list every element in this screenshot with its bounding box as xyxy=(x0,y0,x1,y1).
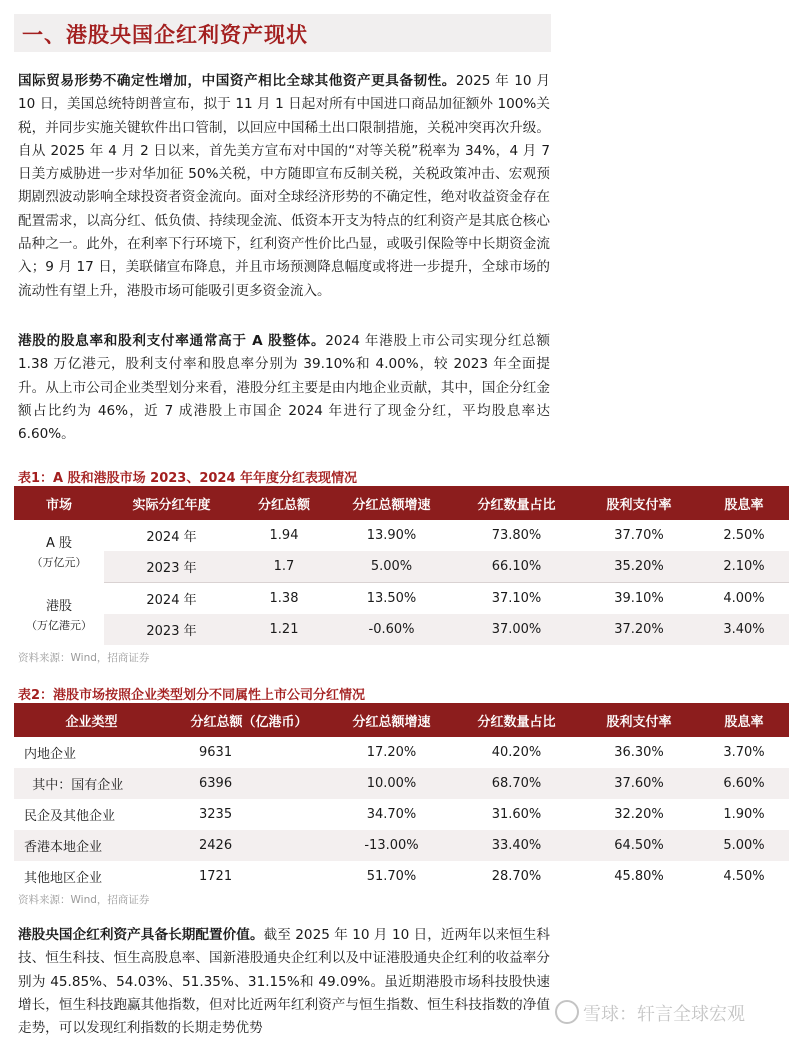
table-cell: 3.70% xyxy=(723,745,765,760)
table-cell: 37.60% xyxy=(579,768,699,799)
table2-source: 资料来源：Wind，招商证券 xyxy=(18,894,150,906)
table-cell: 1.7 xyxy=(239,551,329,583)
table-cell: 内地企业 xyxy=(24,747,77,762)
table1-header-market: 市场 xyxy=(14,486,104,520)
table-cell: 2023 年 xyxy=(104,551,239,583)
table2 xyxy=(14,703,789,892)
table2-header-row xyxy=(14,703,789,737)
table-cell: 4.00% xyxy=(723,591,765,606)
table-row xyxy=(14,737,789,768)
table1-header-year: 实际分红年度 xyxy=(104,486,239,520)
table1-header-row xyxy=(14,486,789,520)
table-row xyxy=(14,520,789,551)
table-row xyxy=(14,583,789,615)
table-cell: 66.10% xyxy=(454,551,579,583)
market-unit: （万亿港元） xyxy=(26,618,92,632)
table-cell: 1.94 xyxy=(269,528,299,543)
watermark xyxy=(555,1000,745,1026)
paragraph-body: 2025 年 10 月 10 日，美国总统特朗普宣布，拟于 11 月 1 日起对所有中国进口商品加征额外 100%关税，并同步实施关键软件出口管制，以回应中国稀土出口限制措施，关税冲突再次升级。自从 2025 年 4 月 2 日以来，首先美方宣布对中国的“对等关税”税率为 34%，4 月 7 日美方威胁进一步对华加征 50%关税，中方随即宣布反制关税，关税政策冲击、宏观预期剧烈波动影响全球投资者资金流向。面对全球经济形势的不确定性，绝对收益资金存在配置需求，以高分红、低负债、持续现金流、低资本开支为特点的红利资产是其底仓核心品种之一。此外，在利率下行环境下，红利资产性价比凸显，或吸引保险等中长期资金流入；9 月 17 日，美联储宣布降息，并且市场预测降息幅度或将进一步提升，全球市场的流动性有望上升，港股市场可能吸引更多资金流入。 xyxy=(18,73,551,299)
table-cell: 35.20% xyxy=(579,551,699,583)
watermark-text: 雪球：轩言全球宏观 xyxy=(583,1004,745,1025)
snowball-logo-icon xyxy=(555,1000,579,1024)
table-cell: 73.80% xyxy=(491,528,542,543)
section-header xyxy=(14,14,551,52)
table1-header-total: 分红总额 xyxy=(239,486,329,520)
table-cell: 6396 xyxy=(169,768,329,799)
table1-source: 资料来源：Wind，招商证券 xyxy=(18,652,150,664)
table-cell: 2426 xyxy=(169,830,329,861)
table-cell: 28.70% xyxy=(491,869,542,884)
table-cell: 民企及其他企业 xyxy=(24,809,116,824)
table-cell: 2024 年 xyxy=(146,593,197,608)
table-cell: 45.80% xyxy=(614,869,664,884)
table-cell: 40.20% xyxy=(491,745,542,760)
table-cell: 39.10% xyxy=(614,591,664,606)
table-cell: 32.20% xyxy=(614,807,664,822)
table1-header-payout: 股利支付率 xyxy=(579,486,699,520)
table-cell: 1.90% xyxy=(723,807,765,822)
paragraph-body: 2024 年港股上市公司实现分红总额 1.38 万亿港元，股利支付率和股息率分别为 39.10%和 4.00%，较 2023 年全面提升。从上市公司企业类型划分来看，港股分红主要是由内地企业贡献，其中，国企分红金额占比约为 46%，近 7 成港股上市国企 2024 年进行了现金分红，平均股息率达 6.60%。 xyxy=(18,333,550,443)
table2-header-type: 企业类型 xyxy=(14,703,169,737)
table-cell: 37.20% xyxy=(579,614,699,645)
market-cell xyxy=(14,583,104,646)
table-cell: 1721 xyxy=(199,869,233,884)
table2-title: 表2：港股市场按照企业类型划分不同属性上市公司分红情况 xyxy=(18,688,366,703)
table-cell: 31.60% xyxy=(491,807,542,822)
table-cell: 香港本地企业 xyxy=(14,830,169,861)
table-cell: -13.00% xyxy=(329,830,454,861)
table-row xyxy=(14,768,789,799)
table-row xyxy=(14,614,789,645)
table-cell: 10.00% xyxy=(329,768,454,799)
table-cell: 64.50% xyxy=(579,830,699,861)
paragraph-lead: 港股的股息率和股利支付率通常高于 A 股整体。 xyxy=(18,333,326,349)
market-name: 港股 xyxy=(45,598,72,614)
table-cell: -0.60% xyxy=(329,614,454,645)
paragraph-dividend-yield xyxy=(18,330,550,446)
table-cell: 2023 年 xyxy=(104,614,239,645)
table-cell: 1.21 xyxy=(239,614,329,645)
paragraph-trade-uncertainty xyxy=(18,70,550,303)
table1-header-growth: 分红总额增速 xyxy=(329,486,454,520)
table-row xyxy=(14,551,789,583)
table2-header-growth: 分红总额增速 xyxy=(329,703,454,737)
table-cell: 4.50% xyxy=(723,869,765,884)
table2-header-payout: 股利支付率 xyxy=(579,703,699,737)
table-cell: 34.70% xyxy=(366,807,417,822)
table-cell: 5.00% xyxy=(329,551,454,583)
paragraph-lead: 港股央国企红利资产具备长期配置价值。 xyxy=(18,927,264,943)
paragraph-lead: 国际贸易形势不确定性增加，中国资产相比全球其他资产更具备韧性。 xyxy=(18,73,456,89)
table2-header-count-ratio: 分红数量占比 xyxy=(454,703,579,737)
table-cell: 6.60% xyxy=(699,768,789,799)
table-cell: 其他地区企业 xyxy=(24,871,103,886)
table-row xyxy=(14,861,789,892)
table1 xyxy=(14,486,789,645)
table-cell: 2.50% xyxy=(723,528,765,543)
table-cell: 51.70% xyxy=(366,869,417,884)
table-cell: 2.10% xyxy=(699,551,789,583)
table2-header-yield: 股息率 xyxy=(699,703,789,737)
table-cell: 33.40% xyxy=(454,830,579,861)
table-cell: 13.50% xyxy=(366,591,417,606)
paragraph-long-term-value xyxy=(18,924,550,1040)
table-cell: 17.20% xyxy=(366,745,417,760)
table-cell: 3235 xyxy=(199,807,233,822)
table-cell: 2024 年 xyxy=(146,530,197,545)
table-cell: 5.00% xyxy=(699,830,789,861)
table1-header-count-ratio: 分红数量占比 xyxy=(454,486,579,520)
table-cell: 68.70% xyxy=(454,768,579,799)
table2-header-total: 分红总额（亿港币） xyxy=(169,703,329,737)
table-cell: 37.10% xyxy=(491,591,542,606)
table1-title: 表1：A 股和港股市场 2023、2024 年年度分红表现情况 xyxy=(18,471,358,486)
table-cell: 3.40% xyxy=(699,614,789,645)
table-cell: 37.00% xyxy=(454,614,579,645)
market-name: A 股 xyxy=(45,536,73,552)
table-cell: 37.70% xyxy=(614,528,664,543)
table-cell: 9631 xyxy=(199,745,233,760)
section-title: 一、港股央国企红利资产现状 xyxy=(22,23,308,47)
table1-header-yield: 股息率 xyxy=(699,486,789,520)
market-cell xyxy=(14,520,104,583)
table-row xyxy=(14,799,789,830)
table-cell: 13.90% xyxy=(366,528,417,543)
paragraph-body: 截至 2025 年 10 月 10 日，近两年以来恒生科技、恒生科技、恒生高股息率、国新港股通央企红利以及中证港股通央企红利的收益率分别为 45.85%、54.03%、51.35%、31.15%和 49.09%。虽近期港股市场科技股快速增长，恒生科技跑赢其他指数，但对比近两年红利资产与恒生指数、恒生科技指数的净值走势，可以发现红利指数的长期走势优势 xyxy=(18,927,551,1037)
table-cell: 36.30% xyxy=(614,745,664,760)
table-row xyxy=(14,830,789,861)
table-cell: 1.38 xyxy=(269,591,299,606)
market-unit: （万亿元） xyxy=(31,556,87,570)
table-cell: 其中：国有企业 xyxy=(14,768,169,799)
